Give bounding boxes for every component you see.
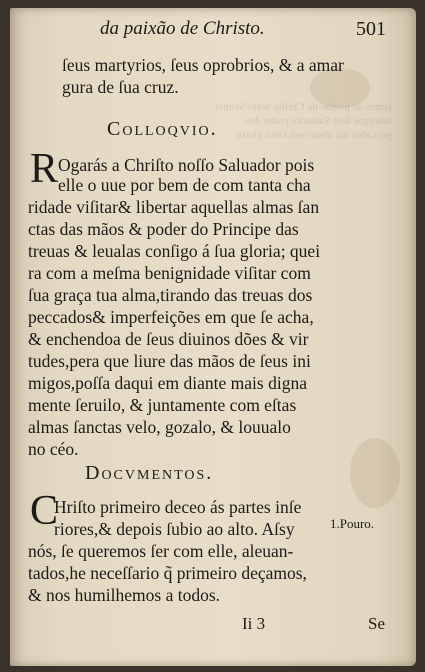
text-line: & enchendoa de ſeus diuinos dões & vir <box>28 329 309 349</box>
catchword: Se <box>368 614 385 633</box>
text-line: tudes,pera que liure das mãos de ſeus ini <box>28 351 311 371</box>
drop-cap: R <box>30 146 59 192</box>
text-line: Hriſto primeiro deceo ás partes inſe <box>54 497 302 517</box>
text-line: no céo. <box>28 439 79 459</box>
page-footer <box>10 614 416 638</box>
text-line: migos,poſſa daqui em diante mais digna <box>28 373 307 393</box>
section-heading-documentos: Docvmentos. <box>85 462 214 484</box>
text-line: tados,he neceſſario q̃ primeiro deçamos, <box>28 563 307 583</box>
text-line: ſua graça tua alma,tirando das treuas dos <box>28 285 313 305</box>
margin-note: 1.Pouro. <box>330 516 375 531</box>
text-line: & nos humilhemos a todos. <box>28 585 221 605</box>
text-line: ctas das mãos & poder do Principe das <box>28 219 299 239</box>
text-line: ridade viſitar& libertar aquellas almas ſan <box>28 197 320 217</box>
signature-mark: Ii 3 <box>242 614 266 633</box>
text-line: mente ſeruilo, & juntamente com eſtas <box>28 395 297 415</box>
text-line: peccados& imperfeições em que ſe acha, <box>28 307 314 327</box>
page-header <box>70 18 396 44</box>
text-line: riores,& depois ſubio ao alto. Aſsy <box>54 519 295 539</box>
page-number: 501 <box>356 18 386 40</box>
paper-stain <box>350 438 400 508</box>
text-line: elle o uue por bem de com tanta cha <box>58 175 311 195</box>
drop-cap: C <box>30 488 59 534</box>
running-head: da paixão de Christo. <box>100 18 265 39</box>
text-line: Ogarás a Chriſto noſſo Saluador pois <box>58 155 315 175</box>
text-line: gura de ſua cruz. <box>62 77 179 97</box>
text-line: ſeus martyrios, ſeus oprobrios, & a amar <box>62 55 344 75</box>
text-line: nós, ſe queremos ſer com elle, aleuan- <box>28 541 294 561</box>
show-through-text: ſantos de paixão de Chriſto noſſo Senhor inimigos ſeus Saluador poder dos peccados ſua alma com tanta gloria <box>214 101 392 141</box>
text-line: treuas & leualas conſigo á ſua gloria; quei <box>28 241 321 261</box>
text-line: ra com a meſma benignidade viſitar com <box>28 263 311 283</box>
section-heading-colloquio: Colloqvio. <box>107 118 218 140</box>
text-line: almas ſanctas velo, gozalo, & louualo <box>28 417 291 437</box>
book-page <box>10 8 416 666</box>
